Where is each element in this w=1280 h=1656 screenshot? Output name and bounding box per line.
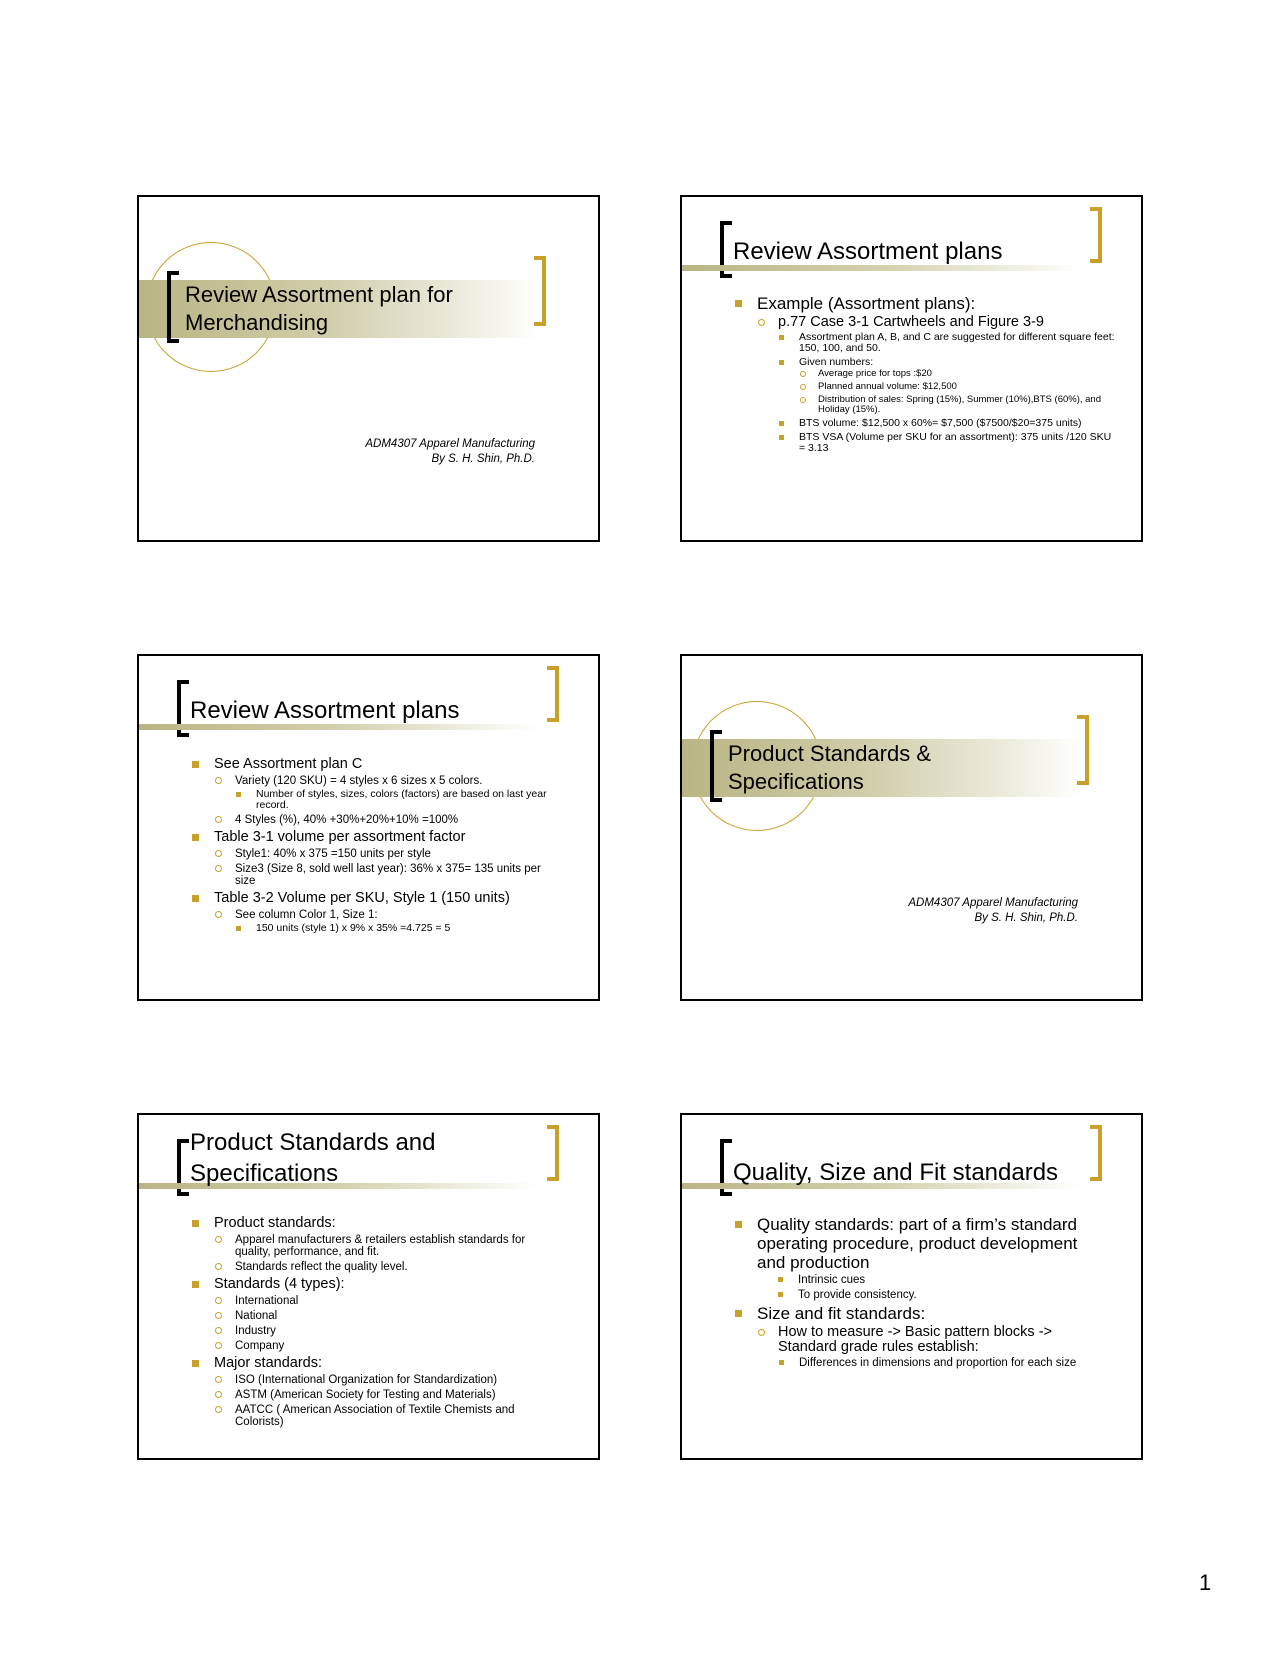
list-item: Assortment plan A, B, and C are suggested for different square feet: 150, 100, and 50. xyxy=(778,332,1120,354)
slide-title xyxy=(728,740,1058,796)
list-item-text: Size and fit standards: xyxy=(757,1304,926,1323)
sub-list xyxy=(235,789,557,811)
slide-subtitle xyxy=(908,896,1078,926)
list-item: Style1: 40% x 375 =150 units per style xyxy=(214,848,557,860)
slide-title-line: Review Assortment plan for xyxy=(185,282,453,307)
list-item-text: Given numbers: xyxy=(799,356,874,368)
right-bracket xyxy=(1090,207,1102,263)
list-item: Distribution of sales: Spring (15%), Summer (10%),BTS (60%), and Holiday (15%). xyxy=(799,395,1120,415)
list-item-text: Table 3-2 Volume per SKU, Style 1 (150 units) xyxy=(214,890,510,906)
right-bracket xyxy=(547,666,559,722)
slide-5 xyxy=(137,1113,600,1460)
sub-list xyxy=(214,1234,557,1273)
list-item-text: Quality standards: part of a firm’s standard operating procedure, product development and production xyxy=(757,1215,1078,1272)
list-item xyxy=(192,1355,557,1428)
right-bracket xyxy=(534,256,546,326)
list-item xyxy=(778,357,1120,415)
list-item-text: How to measure -> Basic pattern blocks -> Standard grade rules establish: xyxy=(778,1324,1053,1355)
right-bracket xyxy=(1077,715,1089,785)
slide-title-line: Merchandising xyxy=(185,310,329,335)
slide-3 xyxy=(137,654,600,1001)
sub-list xyxy=(778,332,1120,454)
list-item xyxy=(214,909,557,934)
list-item: AATCC ( American Association of Textile Chemists and Colorists) xyxy=(214,1404,557,1428)
slide-title-line: Product Standards & xyxy=(728,741,932,766)
list-item: Standards reflect the quality level. xyxy=(214,1261,557,1273)
list-item: Industry xyxy=(214,1325,557,1337)
list-item xyxy=(757,1325,1105,1369)
left-bracket xyxy=(710,730,722,802)
list-item xyxy=(192,1215,557,1273)
sub-list xyxy=(777,1274,1105,1301)
slide-title-line: Specifications xyxy=(728,769,864,794)
course-name: ADM4307 Apparel Manufacturing xyxy=(365,438,535,450)
list-item-text: Variety (120 SKU) = 4 styles x 6 sizes x 5 colors. xyxy=(235,775,483,787)
list-item xyxy=(735,1304,1105,1369)
list-item-text: Major standards: xyxy=(214,1355,322,1371)
sub-list xyxy=(214,1295,557,1352)
slide-4 xyxy=(680,654,1143,1001)
sub-list xyxy=(757,1325,1105,1369)
list-item: Differences in dimensions and proportion for each size xyxy=(778,1357,1105,1369)
list-item-text: Example (Assortment plans): xyxy=(757,294,976,313)
list-item-text: Standards (4 types): xyxy=(214,1276,345,1292)
right-bracket xyxy=(1090,1125,1102,1181)
sub-list xyxy=(799,369,1120,415)
slide-title: Review Assortment plans xyxy=(190,697,460,724)
left-bracket xyxy=(167,271,179,343)
list-item xyxy=(735,294,1120,454)
list-item: ASTM (American Society for Testing and Materials) xyxy=(214,1389,557,1401)
bullet-list xyxy=(735,294,1120,457)
slide-title-line: Product Standards and xyxy=(190,1129,436,1156)
list-item: BTS VSA (Volume per SKU for an assortment): 375 units /120 SKU = 3.13 xyxy=(778,432,1120,454)
right-bracket xyxy=(547,1125,559,1181)
list-item: Number of styles, sizes, colors (factors) are based on last year record. xyxy=(235,789,557,811)
slide-title-line: Specifications xyxy=(190,1160,339,1187)
list-item-text: p.77 Case 3-1 Cartwheels and Figure 3-9 xyxy=(778,314,1044,330)
sub-list xyxy=(757,315,1120,454)
list-item xyxy=(192,756,557,826)
list-item: ISO (International Organization for Standardization) xyxy=(214,1374,557,1386)
sub-list xyxy=(235,923,557,934)
slide-2 xyxy=(680,195,1143,542)
sub-list xyxy=(214,1374,557,1428)
bullet-list xyxy=(192,756,557,937)
bullet-list xyxy=(735,1215,1105,1372)
course-name: ADM4307 Apparel Manufacturing xyxy=(908,897,1078,909)
list-item xyxy=(192,829,557,887)
bullet-list xyxy=(192,1215,557,1431)
list-item xyxy=(214,775,557,811)
slide-title: Review Assortment plans xyxy=(733,238,1003,265)
list-item: 4 Styles (%), 40% +30%+20%+10% =100% xyxy=(214,814,557,826)
list-item: Apparel manufacturers & retailers establish standards for quality, performance, and fit. xyxy=(214,1234,557,1258)
list-item: BTS volume: $12,500 x 60%= $7,500 ($7500/$20=375 units) xyxy=(778,418,1120,429)
sub-list xyxy=(778,1357,1105,1369)
list-item xyxy=(757,315,1120,454)
list-item: Size3 (Size 8, sold well last year): 36% x 375= 135 units per size xyxy=(214,863,557,887)
list-item: Planned annual volume: $12,500 xyxy=(799,382,1120,392)
list-item: Company xyxy=(214,1340,557,1352)
slide-subtitle xyxy=(365,437,535,467)
list-item-text: Table 3-1 volume per assortment factor xyxy=(214,829,466,845)
sub-list xyxy=(214,775,557,826)
list-item xyxy=(192,1276,557,1352)
list-item: Average price for tops :$20 xyxy=(799,369,1120,379)
list-item-text: Product standards: xyxy=(214,1215,336,1231)
list-item: International xyxy=(214,1295,557,1307)
list-item: Intrinsic cues xyxy=(777,1274,1105,1286)
author-name: By S. H. Shin, Ph.D. xyxy=(974,912,1078,924)
list-item-text: See Assortment plan C xyxy=(214,756,363,772)
author-name: By S. H. Shin, Ph.D. xyxy=(431,453,535,465)
list-item xyxy=(192,890,557,934)
sub-list xyxy=(214,909,557,934)
list-item: National xyxy=(214,1310,557,1322)
list-item: 150 units (style 1) x 9% x 35% =4.725 = 5 xyxy=(235,923,557,934)
sub-list xyxy=(214,848,557,887)
list-item xyxy=(735,1215,1105,1301)
list-item: To provide consistency. xyxy=(777,1289,1105,1301)
slide-6 xyxy=(680,1113,1143,1460)
list-item-text: See column Color 1, Size 1: xyxy=(235,909,378,921)
slide-1 xyxy=(137,195,600,542)
slide-title xyxy=(185,281,515,337)
page-number: 1 xyxy=(1199,1570,1212,1595)
slide-title xyxy=(190,1127,436,1189)
slide-title: Quality, Size and Fit standards xyxy=(733,1159,1059,1186)
